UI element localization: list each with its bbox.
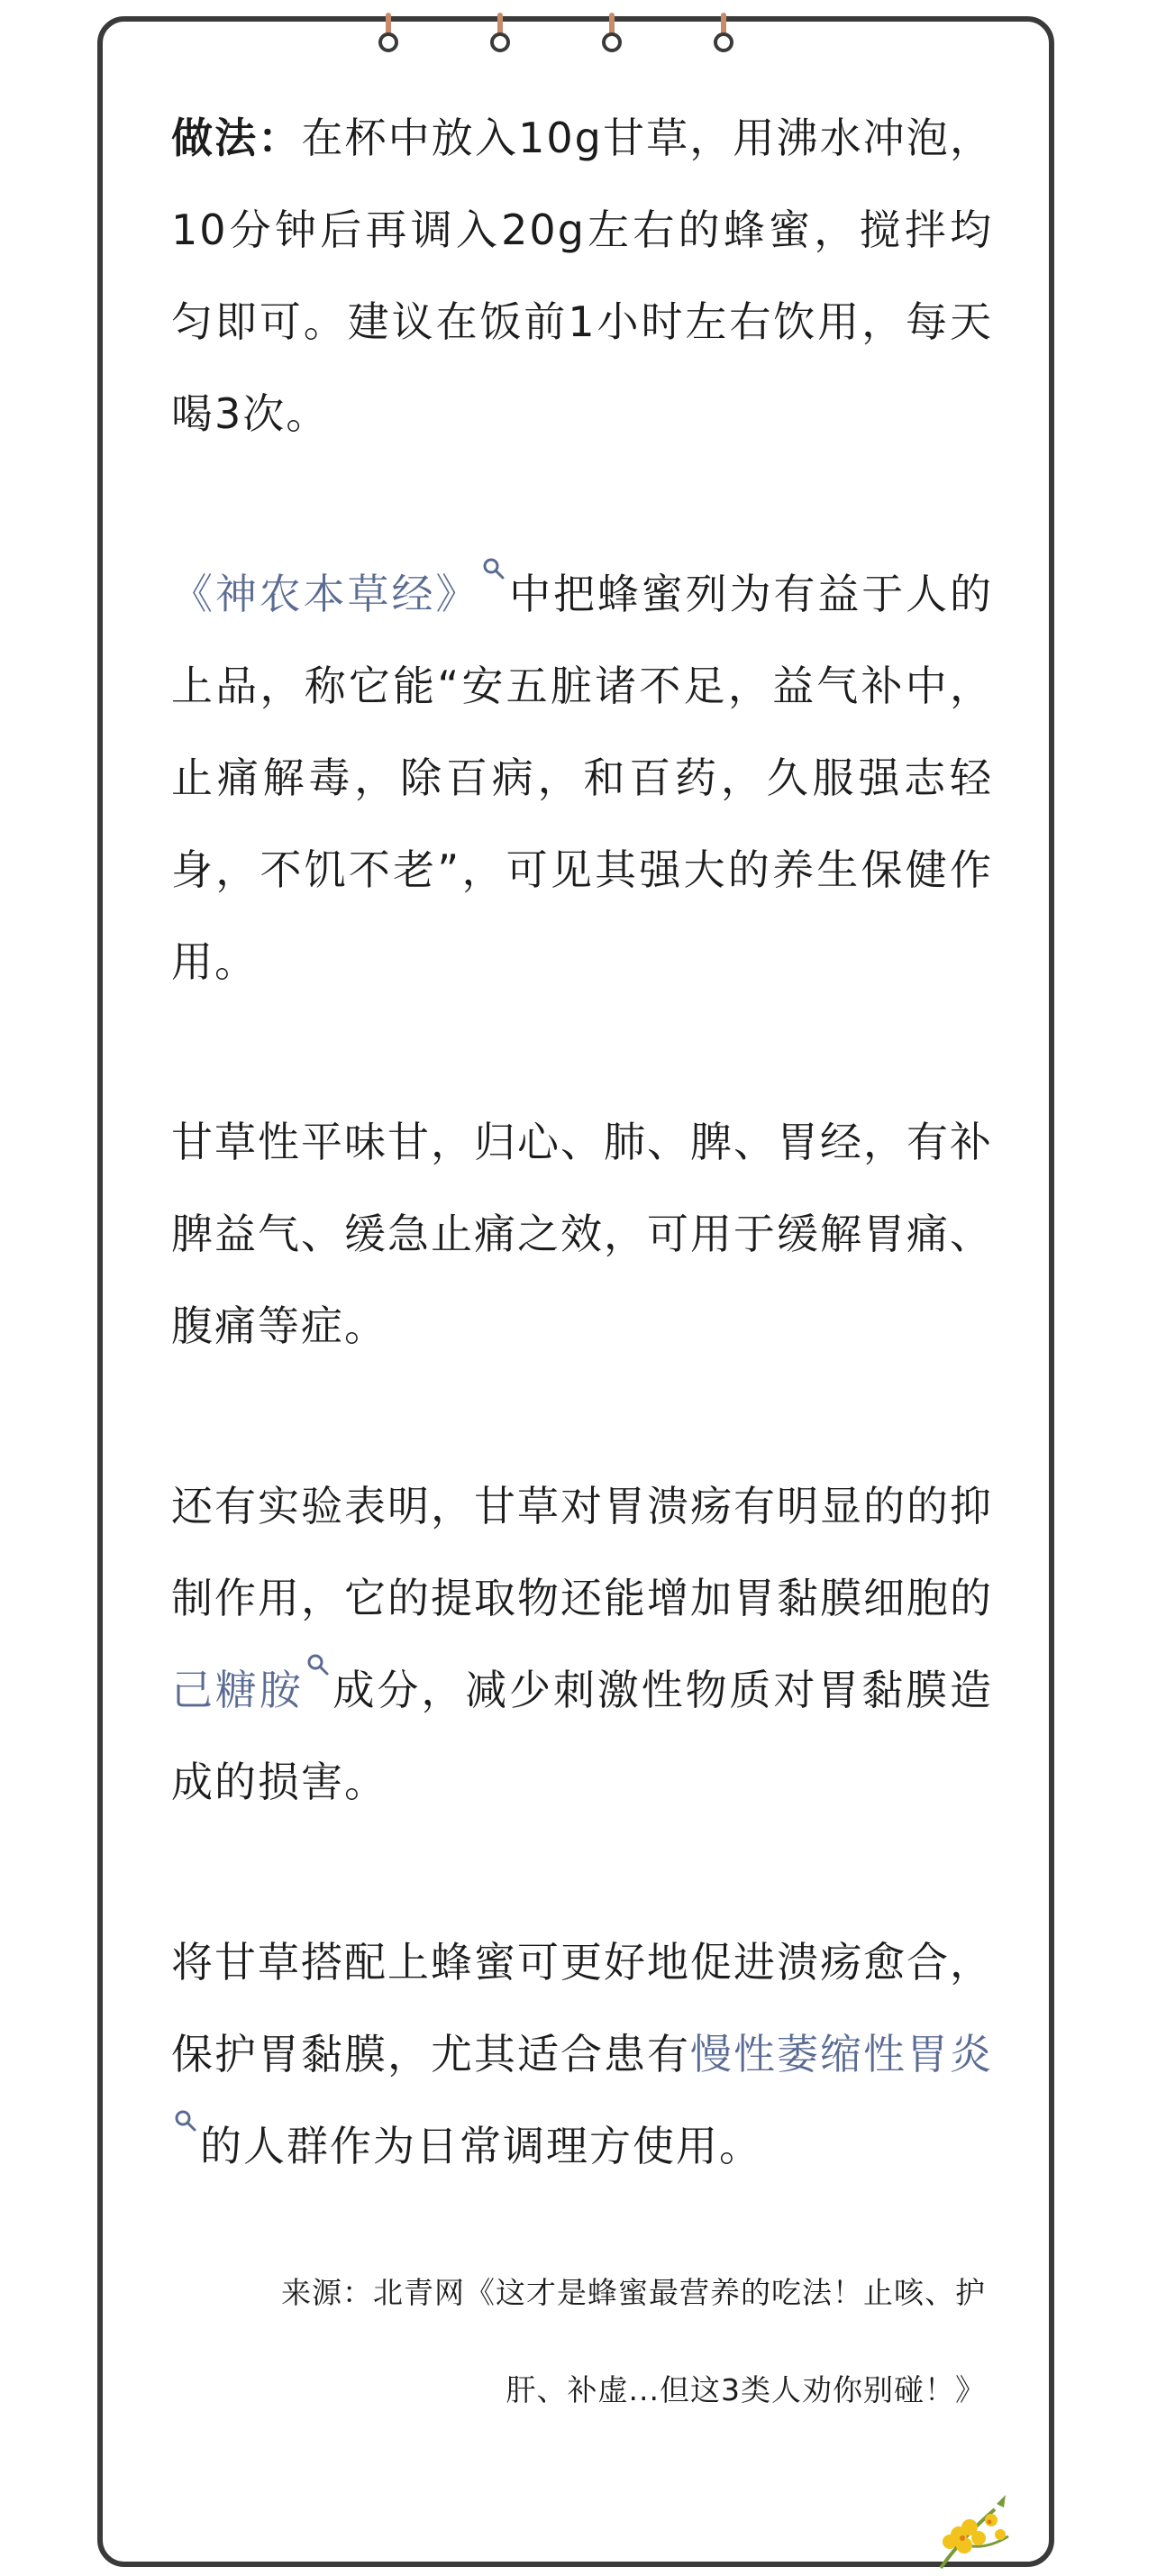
method-text: 在杯中放入10g甘草，用沸水冲泡，10分钟后再调入20g左右的蜂蜜，搅拌均匀即可。建议在饭前1小时左右饮用，每天喝3次。 bbox=[171, 114, 994, 438]
honey-paragraph bbox=[171, 548, 993, 1008]
source-line-1: 来源：北青网《这才是蜂蜜最营养的吃法！止咳、护 bbox=[281, 2275, 986, 2310]
experiment-text-after: 成分，减少刺激性物质对胃黏膜造成的损害。 bbox=[171, 1666, 994, 1806]
gastritis-link[interactable]: 慢性萎缩性胃炎 bbox=[690, 2030, 993, 2078]
search-icon[interactable] bbox=[481, 562, 506, 594]
honey-text: 中把蜂蜜列为有益于人的上品，称它能“安五脏诸不足，益气补中，止痛解毒，除百病，和百药，久服强志轻身，不饥不老”，可见其强大的养生保健作用。 bbox=[171, 570, 994, 986]
binder-ring-icon bbox=[377, 13, 400, 56]
combination-text-after: 的人群作为日常调理方使用。 bbox=[200, 2122, 762, 2170]
search-icon[interactable] bbox=[305, 1658, 331, 1690]
method-paragraph bbox=[171, 92, 993, 460]
experiment-text-before: 还有实验表明，甘草对胃溃疡有明显的的抑制作用，它的提取物还能增加胃黏膜细胞的 bbox=[171, 1482, 993, 1622]
note-card bbox=[97, 16, 1054, 2567]
source-citation bbox=[171, 2244, 993, 2439]
shennong-link[interactable]: 《神农本草经》 bbox=[171, 570, 480, 618]
article-body bbox=[171, 92, 993, 2439]
binder-ring-icon bbox=[712, 13, 735, 56]
combination-text-before: 将甘草搭配上蜂蜜可更好地促进溃疡愈合，保护胃黏膜，尤其适合患有 bbox=[171, 1938, 993, 2078]
experiment-paragraph bbox=[171, 1460, 993, 1828]
source-line-2: 肝、补虚...但这3类人劝你别碰！》 bbox=[506, 2372, 986, 2407]
licorice-text: 甘草性平味甘，归心、肺、脾、胃经，有补脾益气、缓急止痛之效，可用于缓解胃痛、腹痛等症。 bbox=[171, 1118, 993, 1350]
hexosamine-link[interactable]: 己糖胺 bbox=[171, 1666, 304, 1714]
search-icon[interactable] bbox=[173, 2114, 198, 2146]
binder-ring-icon bbox=[600, 13, 624, 56]
licorice-paragraph bbox=[171, 1096, 993, 1372]
method-label: 做法： bbox=[171, 114, 302, 162]
binder-ring-icon bbox=[488, 13, 512, 56]
combination-paragraph bbox=[171, 1916, 993, 2192]
flower-decoration-icon bbox=[923, 2482, 1022, 2572]
